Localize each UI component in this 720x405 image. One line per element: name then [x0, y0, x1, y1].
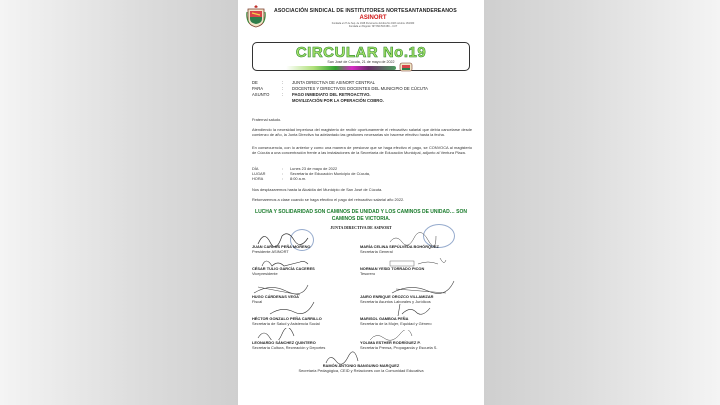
separator: : — [282, 92, 284, 97]
signatory-role: Secretaría Cultura, Recreación y Deportes — [252, 345, 326, 350]
signatory — [360, 316, 480, 326]
time-label: HORA — [252, 176, 264, 181]
subject-line-2: MOVILIZACIÓN POR LA OPERACIÓN COBRO. — [292, 98, 384, 103]
separator: : — [282, 86, 284, 91]
signatory — [252, 316, 372, 326]
signatory-role: Secretaría Prensa, Propaganda y Escuela S. — [360, 345, 438, 350]
from-value: JUNTA DIRECTIVA DE ASINORT CENTRAL — [292, 80, 375, 85]
paragraph-3: Nos desplazaremos hasta la Alcaldía del Municipio de San José de Cúcuta. — [252, 187, 383, 192]
decorative-color-bar — [286, 66, 396, 70]
time-value: 8:00 a.m. — [290, 176, 307, 181]
signatory-name: HÉCTOR GONZALO PEÑA CARRILLO — [252, 316, 322, 321]
signatory-name: NORMAN YESID TORRADO PICON — [360, 266, 425, 271]
paragraph-1: Atendiendo la necesidad imperiosa del magisterio de recibir oportunamente el retroactivo salarial que debía cancelarse desde comienzo de año, la Junta Directiva ha adelantado las gestiones necesarias sin hacerse efectivo hasta la fecha. — [252, 127, 472, 137]
subject-value — [292, 92, 477, 104]
signatory-name: HUGO CÁRDENAS VEGA — [252, 294, 299, 299]
separator: : — [282, 166, 284, 171]
signatory-name: RAMÓN ANTONIO BANGUINO MARQUEZ — [322, 363, 400, 368]
memo-subject-row — [252, 92, 477, 104]
org-legal-info — [238, 23, 484, 29]
signatory — [360, 340, 480, 350]
signatory-name: LEONARDO SÁNCHEZ QUINTERO — [252, 340, 316, 345]
background-left — [0, 0, 238, 405]
small-crest-icon — [398, 62, 414, 72]
subject-label: ASUNTO — [252, 92, 270, 97]
signatory-name: YOLIMA ESTHER RODRÍGUEZ P. — [360, 340, 421, 345]
subject-line-1: PAGO INMEDIATO DEL RETROACTIVO. — [292, 92, 371, 97]
place-value: Secretaría de Educación Municipio de Cúcuta, — [290, 171, 371, 176]
signatory-role: Tesorero — [360, 271, 376, 276]
signatory — [360, 244, 480, 254]
signatory — [252, 266, 372, 276]
signature-scribble — [256, 328, 296, 340]
signatory — [252, 244, 372, 254]
circular-title: CIRCULAR No.19 — [295, 44, 427, 61]
from-label: DE — [252, 80, 258, 85]
place-label: LUGAR — [252, 171, 266, 176]
separator: : — [282, 80, 284, 85]
signatory-role: Vicepresidente — [252, 271, 278, 276]
legal-line-2: Fundada en Bogotá / NIT 890.503.089 – CUT — [348, 24, 398, 28]
letterhead — [238, 2, 484, 32]
org-short-name: ASINORT — [359, 15, 387, 21]
slogan: LUCHA Y SOLIDARIDAD SON CAMINOS DE UNIDAD Y LOS CAMINOS DE UNIDAD… SON CAMINOS DE VICTORIA. — [255, 209, 467, 222]
to-value: DOCENTES Y DIRECTIVOS DOCENTES DEL MUNICIPIO DE CÚCUTA — [292, 86, 428, 91]
separator: : — [282, 171, 284, 176]
signatory-role: Secretaría de la Mujer, Equidad y Género — [360, 321, 432, 326]
signatures-heading: JUNTA DIRECTIVA DE ASINORT — [330, 225, 392, 230]
signatory-role: Secretaría Pedagógica, CEID y Relaciones con la Comunidad Educativa — [298, 368, 424, 373]
signatory-name: MARISOL GAMBOA PEÑA — [360, 316, 409, 321]
signatory-name: JAIRO ENRIQUE OROZCO VILLAMIZAR — [360, 294, 434, 299]
event-details — [252, 166, 472, 181]
signatory — [360, 266, 480, 276]
signatory — [238, 363, 484, 373]
signatory-role: Presidente ASINORT — [252, 249, 289, 254]
circular-place-date: San José de Cúcuta, 21 de mayo de 2022 — [327, 60, 395, 64]
signatory-name: JUAN CARLOS PEÑA MORENO — [252, 244, 311, 249]
signatory-role: Secretaria General — [360, 249, 393, 254]
day-label: DÍA — [252, 166, 259, 171]
signatory — [360, 294, 480, 304]
separator: : — [282, 176, 284, 181]
org-name: ASOCIACIÓN SINDICAL DE INSTITUTORES NORTESANTANDEREANOS — [274, 8, 457, 14]
event-time-row — [252, 176, 472, 181]
signatory — [252, 294, 372, 304]
paragraph-4: Retomaremos a clase cuando se haga efectivo el pago del retroactivo salarial año 2022. — [252, 197, 405, 202]
day-value: Lunes 23 de mayo de 2022 — [290, 166, 338, 171]
greeting: Fraternal saludo. — [252, 117, 282, 122]
memo-header — [252, 80, 477, 104]
signatory-role: Secretaría Asuntos Laborales y Jurídicos — [360, 299, 431, 304]
legal-line-1: Fundada el 27 de Sep. de 1948 Personería Jurídica No 0103 octubre 16/1960 — [331, 22, 415, 25]
signatory-role: Fiscal — [252, 299, 263, 304]
signatory — [252, 340, 372, 350]
circular-document — [238, 0, 484, 405]
signatory-role: Secretaría de Salud y Asistencia Social — [252, 321, 320, 326]
signatory-name: CÉSAR TULIO GARCÍA CACERES — [252, 266, 315, 271]
to-label: PARA — [252, 86, 264, 91]
paragraph-2: En consecuencia, con lo anterior y como una manera de presionar que se haga efectivo el pago, se CONVOCA al magisterio de Cúcuta a una concentración frente a las instalaciones de la Secretaría de Educación Municipal, adjunto al Ventura Plaza. — [252, 145, 472, 155]
background-right — [484, 0, 720, 405]
signatory-name: MARÍA CELINA SEPÚLVEDA BOHÓRQUEZ — [360, 244, 439, 249]
